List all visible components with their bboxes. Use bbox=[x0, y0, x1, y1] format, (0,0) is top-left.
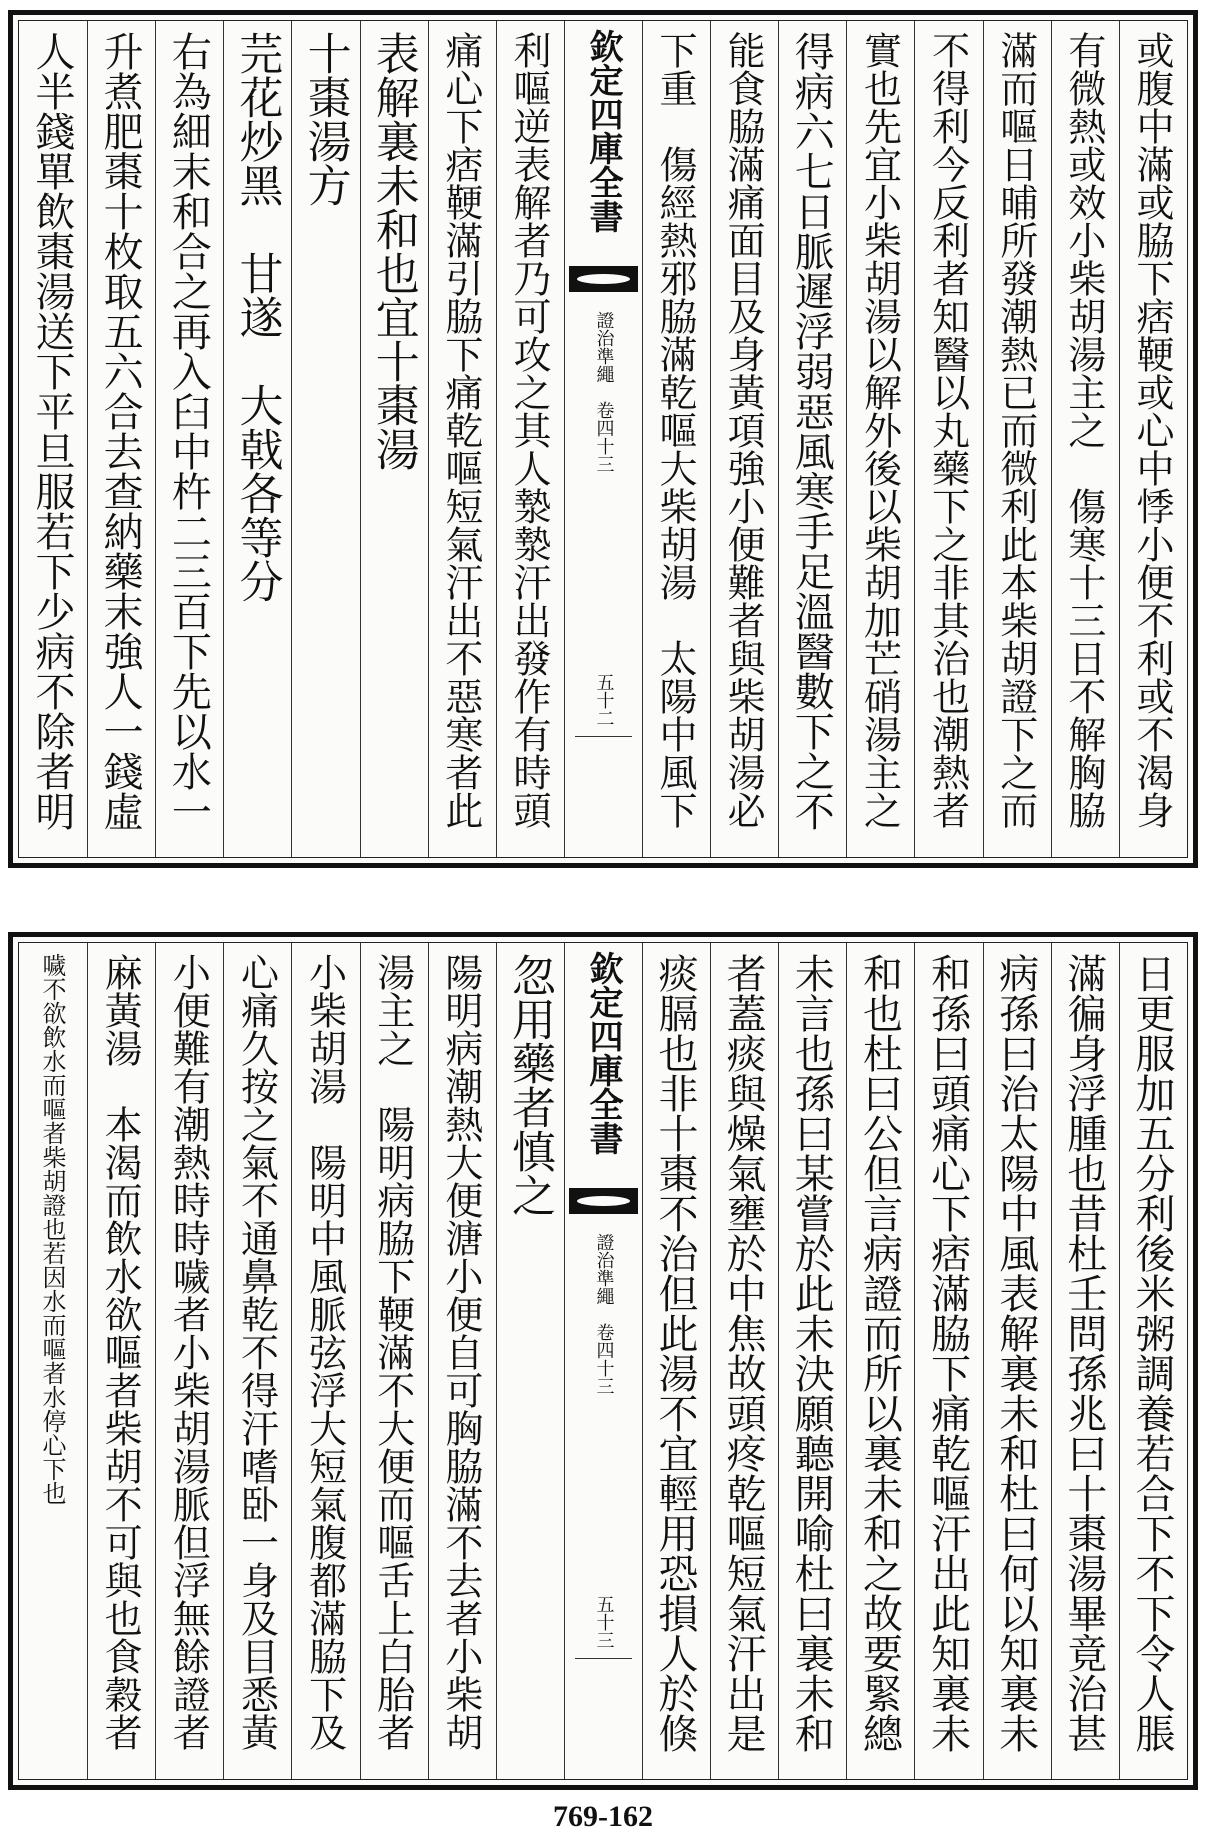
fish-tail-mark-icon bbox=[569, 266, 638, 292]
banner-title: 欽定四庫全書 bbox=[582, 29, 623, 233]
text-column: 或腹中滿或脇下痞鞕或心中悸小便不利或不渴身 bbox=[1119, 21, 1187, 857]
text-column: 有微熱或效小柴胡湯主之 傷寒十三日不解胸脇 bbox=[1051, 21, 1119, 857]
text-column: 病孫曰治太陽中風表解裏未和杜曰何以知裏未 bbox=[983, 943, 1051, 1779]
page-footer-number: 769-162 bbox=[553, 1800, 653, 1833]
text-column: 不得利今反利者知醫以丸藥下之非其治也潮熱者 bbox=[914, 21, 982, 857]
center-banner bbox=[564, 21, 642, 857]
text-column: 能食脇滿痛面目及身黃項強小便難者與柴胡湯必 bbox=[710, 21, 778, 857]
bottom-page-frame bbox=[18, 942, 1188, 1780]
text-column: 升煮肥棗十枚取五六合去查納藥末強人一錢虛 bbox=[87, 21, 155, 857]
text-column: 小柴胡湯 陽明中風脈弦浮大短氣腹都滿脇下及 bbox=[291, 943, 359, 1779]
text-column: 下重 傷經熱邪脇滿乾嘔大柴胡湯 太陽中風下 bbox=[642, 21, 710, 857]
text-column: 湯主之 陽明病脇下鞕滿不大便而嘔舌上白胎者 bbox=[360, 943, 428, 1779]
banner-divider bbox=[575, 1658, 632, 1659]
top-page-columns bbox=[19, 21, 1187, 857]
text-column: 忽用藥者慎之 bbox=[496, 943, 564, 1779]
text-column: 芫花炒黑 甘遂 大戟各等分 bbox=[223, 21, 291, 857]
banner-divider bbox=[575, 736, 632, 737]
text-column: 和也杜曰公但言病證而所以裏未和之故要緊總 bbox=[846, 943, 914, 1779]
text-column: 者蓋痰與燥氣壅於中焦故頭疼乾嘔短氣汗出是 bbox=[710, 943, 778, 1779]
text-column: 噦不欲飲水而嘔者柴胡證也若因水而嘔者水停心下也 bbox=[38, 953, 67, 1505]
bottom-page bbox=[8, 932, 1198, 1790]
fish-tail-mark-icon bbox=[569, 1188, 638, 1214]
text-column: 滿而嘔日晡所發潮熱已而微利此本柴胡證下之而 bbox=[983, 21, 1051, 857]
banner-volume: 證治準繩 卷四十三 bbox=[593, 1233, 615, 1395]
text-column: 未言也孫曰某嘗於此未決願聽開喻杜曰裏未和 bbox=[778, 943, 846, 1779]
top-page bbox=[8, 10, 1198, 868]
bottom-page-columns bbox=[19, 943, 1187, 1779]
center-banner bbox=[564, 943, 642, 1779]
leaf-number: 五十三 bbox=[593, 1595, 615, 1649]
text-column: 實也先宜小柴胡湯以解外後以柴胡加芒硝湯主之 bbox=[846, 21, 914, 857]
top-page-frame bbox=[18, 20, 1188, 858]
text-column: 痰膈也非十棗不治但此湯不宜輕用恐損人於倏 bbox=[642, 943, 710, 1779]
text-column: 心痛久按之氣不通鼻乾不得汗嗜卧一身及目悉黃 bbox=[223, 943, 291, 1779]
text-column: 十棗湯方 bbox=[291, 21, 359, 857]
text-column: 痛心下痞鞕滿引脇下痛乾嘔短氣汗出不惡寒者此 bbox=[428, 21, 496, 857]
text-column: 表解裏未和也宜十棗湯 bbox=[360, 21, 428, 857]
text-column: 麻黃湯 本渴而飲水欲嘔者柴胡不可與也食穀者 bbox=[87, 943, 155, 1779]
text-column: 滿徧身浮腫也昔杜壬問孫兆曰十棗湯畢竟治甚 bbox=[1051, 943, 1119, 1779]
text-column: 人半錢單飲棗湯送下平旦服若下少病不除者明 bbox=[29, 31, 76, 831]
text-column: 右為細末和合之再入臼中杵二三百下先以水一 bbox=[155, 21, 223, 857]
text-column: 利嘔逆表解者乃可攻之其人漐漐汗出發作有時頭 bbox=[496, 21, 564, 857]
text-column: 得病六七日脈遲浮弱惡風寒手足溫醫數下之不 bbox=[778, 21, 846, 857]
text-column: 和孫曰頭痛心下痞滿脇下痛乾嘔汗出此知裏未 bbox=[914, 943, 982, 1779]
banner-title: 欽定四庫全書 bbox=[582, 951, 623, 1155]
text-column: 小便難有潮熱時時噦者小柴胡湯脈但浮無餘證者 bbox=[155, 943, 223, 1779]
text-column: 日更服加五分利後米粥調養若合下不下令人脹 bbox=[1119, 943, 1187, 1779]
banner-volume: 證治準繩 卷四十三 bbox=[593, 311, 615, 473]
leaf-number: 五十二 bbox=[593, 673, 615, 727]
text-column: 陽明病潮熱大便溏小便自可胸脇滿不去者小柴胡 bbox=[428, 943, 496, 1779]
